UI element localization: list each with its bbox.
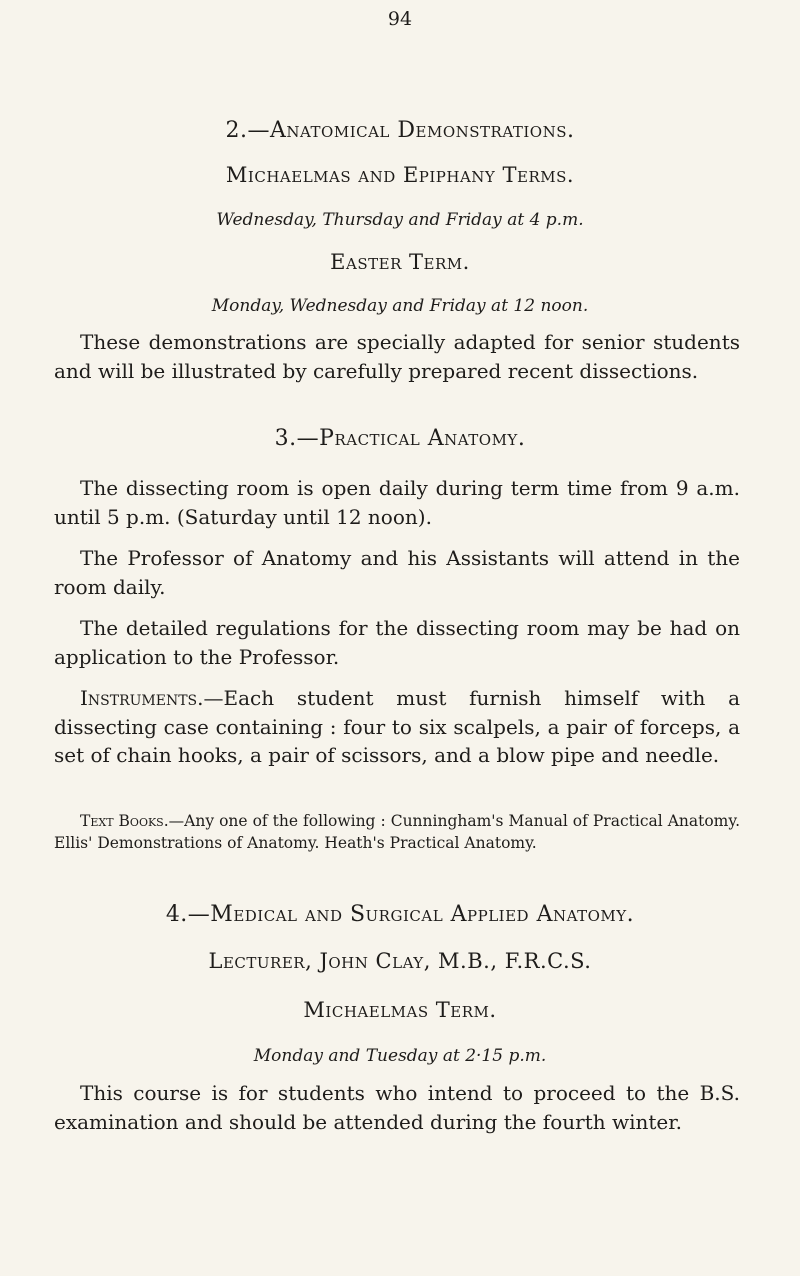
instruments-paragraph xyxy=(54,684,740,770)
bs-course-paragraph: This course is for students who intend to proceed to the B.S. examination and should be attended during the fourth winter. xyxy=(54,1081,740,1134)
dissecting-room-hours-paragraph: The dissecting room is open daily during term time from 9 a.m. until 5 p.m. (Saturday until 12 noon). xyxy=(54,476,740,529)
lecturer-line xyxy=(0,949,800,973)
instruments-text: —Each student must furnish himself with a dissecting case containing : four to six scalpels, a pair of forceps, a set of chain hooks, a pair of scissors, and a blow pipe and needle. xyxy=(54,686,740,767)
lecturer-qualifications: , M.B., F.R.C.S. xyxy=(423,949,592,973)
section-4-heading: 4.—Medical and Surgical Applied Anatomy. xyxy=(165,902,635,927)
instruments-label: Instruments. xyxy=(80,686,204,710)
page-number: 94 xyxy=(387,8,413,30)
michaelmas-term-times: Monday and Tuesday at 2·15 p.m. xyxy=(253,1046,547,1066)
easter-term-times: Monday, Wednesday and Friday at 12 noon. xyxy=(211,296,589,316)
demonstrations-paragraph: These demonstrations are specially adapted for senior students and will be illustrated by carefully prepared recent dissections. xyxy=(54,330,740,383)
section-3-heading: 3.—Practical Anatomy. xyxy=(274,426,526,451)
lecturer-prefix: Lecturer, xyxy=(208,949,320,973)
text-books-paragraph xyxy=(54,810,740,854)
lecturer-name: John Clay xyxy=(319,949,424,973)
michaelmas-epiphany-terms-heading: Michaelmas and Epiphany Terms. xyxy=(225,163,575,187)
regulations-paragraph: The detailed regulations for the dissecting room may be had on application to the Professor. xyxy=(54,616,740,669)
professor-attendance-paragraph: The Professor of Anatomy and his Assistants will attend in the room daily. xyxy=(54,546,740,599)
easter-term-heading: Easter Term. xyxy=(330,250,470,274)
text-books-text: —Any one of the following : Cunningham's Manual of Practical Anatomy. Ellis' Demonstrations of Anatomy. Heath's Practical Anatomy. xyxy=(54,812,740,852)
text-books-label: Text Books. xyxy=(80,812,169,830)
michaelmas-term-heading: Michaelmas Term. xyxy=(303,998,497,1022)
michaelmas-epiphany-times: Wednesday, Thursday and Friday at 4 p.m. xyxy=(216,210,584,230)
section-2-heading: 2.—Anatomical Demonstrations. xyxy=(225,118,575,143)
